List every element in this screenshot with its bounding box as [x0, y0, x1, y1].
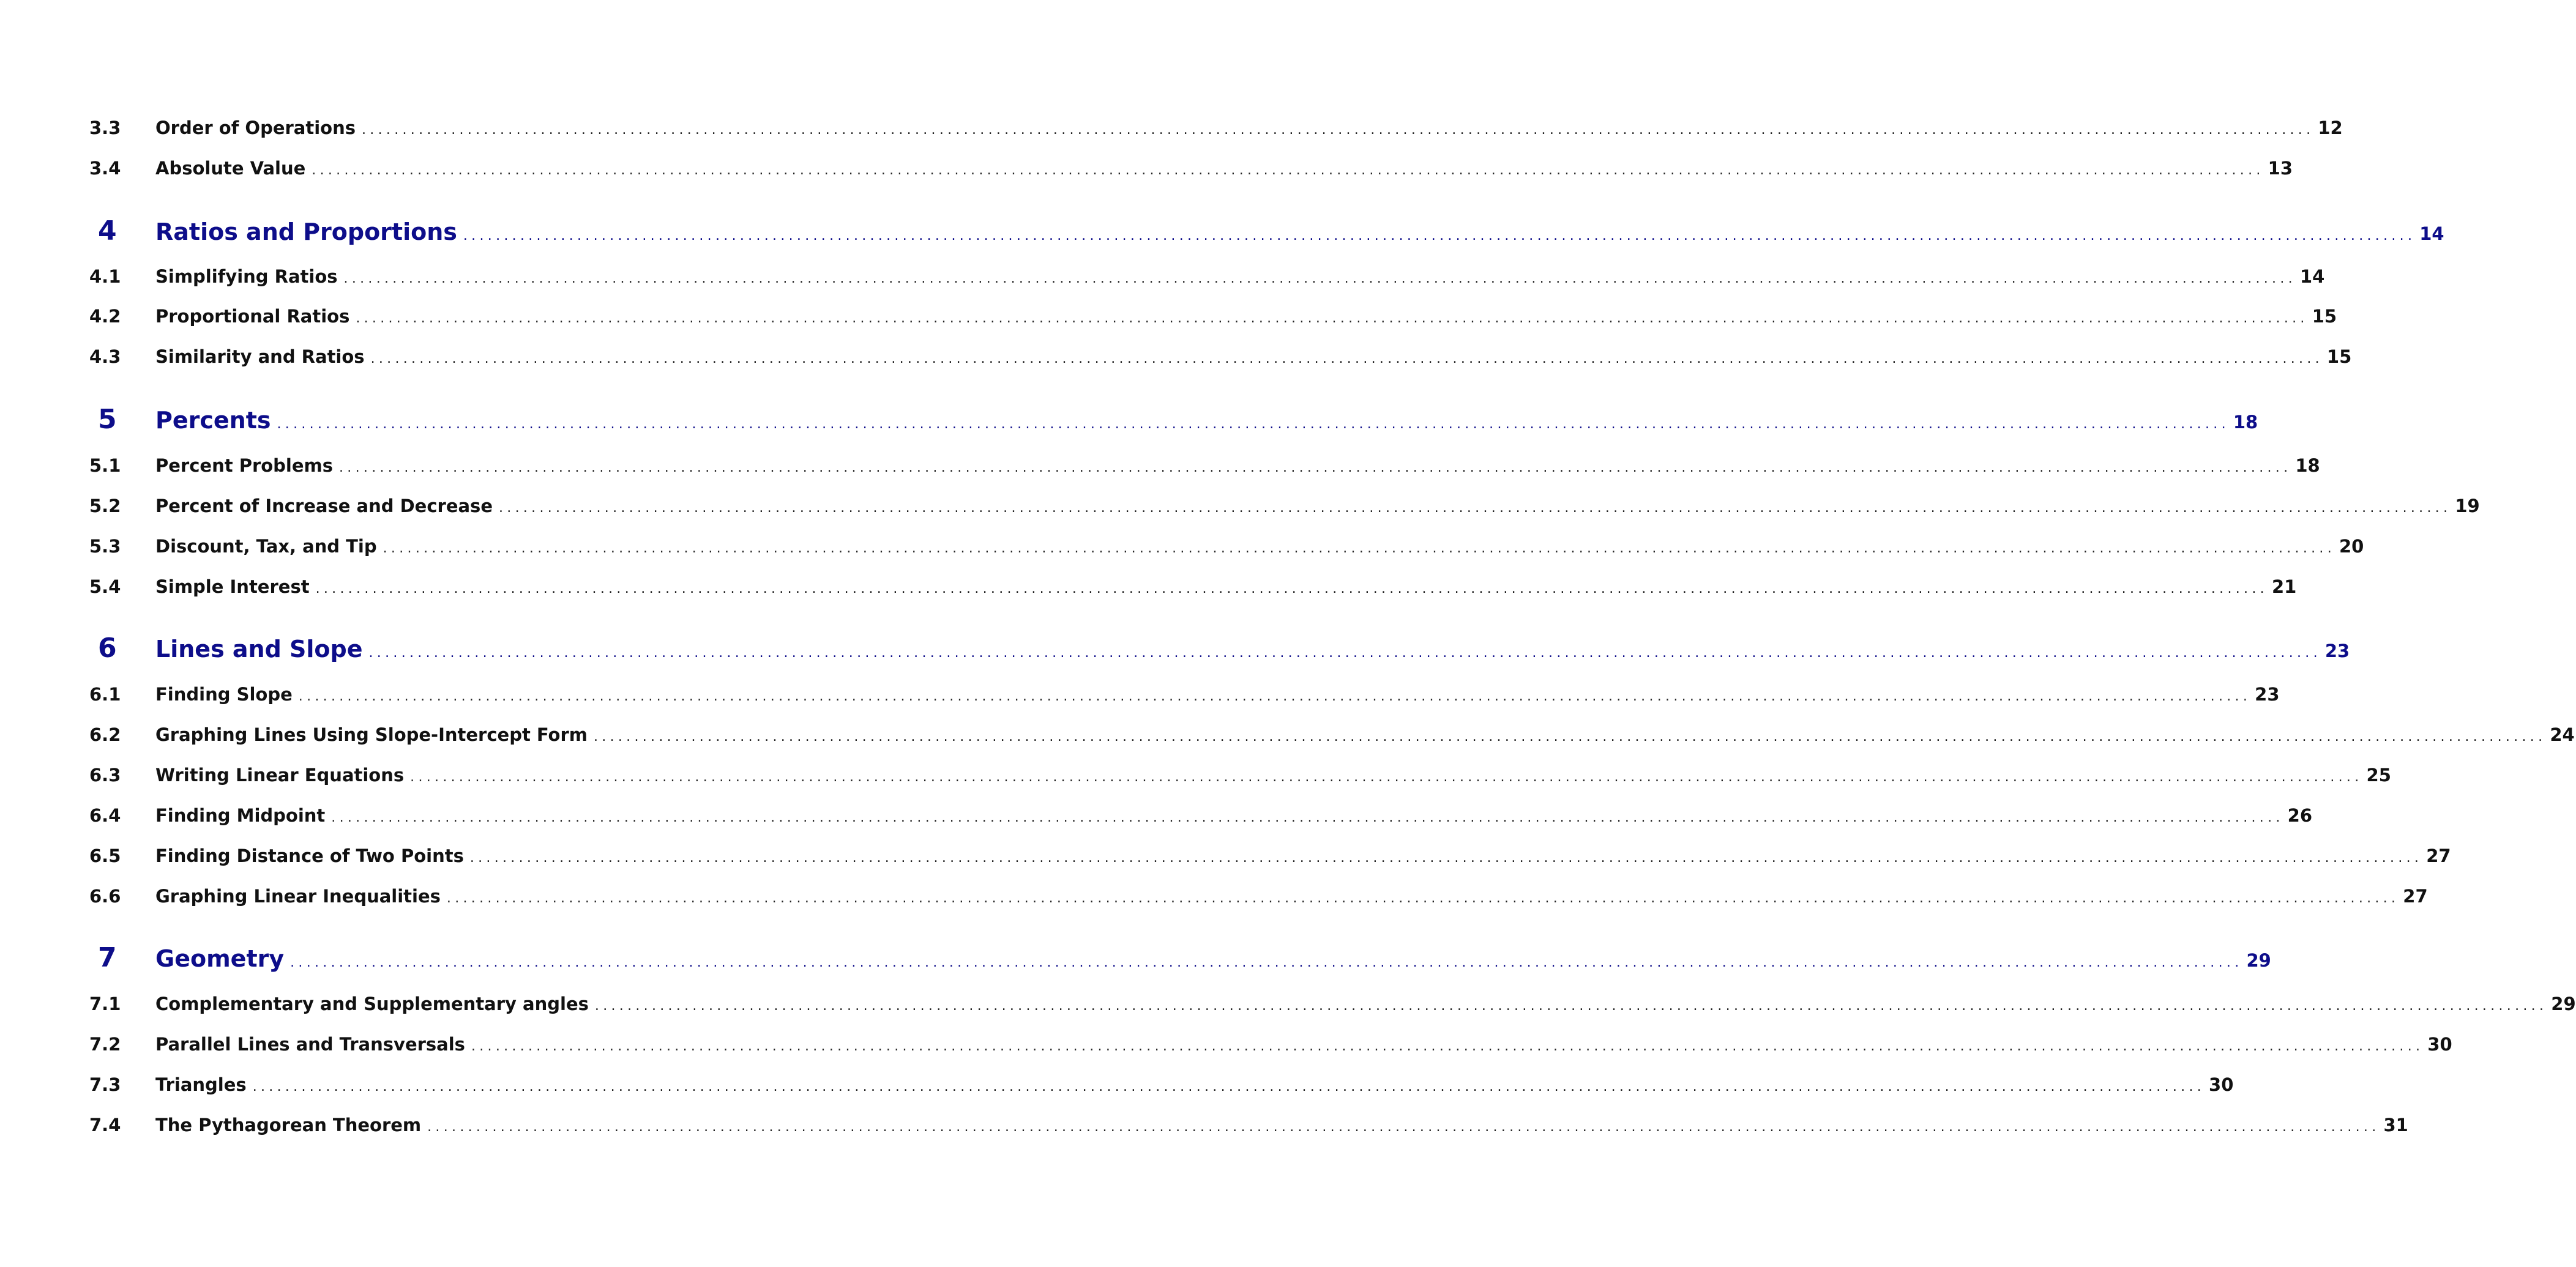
- page-number: 27: [2403, 886, 2428, 907]
- section-title: Discount, Tax, and Tip: [155, 536, 377, 557]
- section-title: Absolute Value: [155, 158, 306, 179]
- page-number: 30: [2209, 1074, 2234, 1095]
- dot-leader: ................................................................................................................................................................................................................................................: [298, 689, 2252, 704]
- toc-entry-section[interactable]: [89, 496, 2480, 516]
- toc-entry-section[interactable]: [89, 1115, 2408, 1135]
- section-number: 3.4: [89, 158, 121, 179]
- section-number: 6.2: [89, 724, 121, 745]
- toc-entry-chapter[interactable]: [89, 633, 2350, 664]
- section-title: Triangles: [155, 1074, 247, 1095]
- toc-entry-section[interactable]: [89, 684, 2280, 705]
- chapter-number: 4: [98, 215, 117, 247]
- section-title: Finding Slope: [155, 684, 293, 705]
- dot-leader: ................................................................................................................................................................................................................................................: [356, 311, 2309, 326]
- section-number: 5.1: [89, 455, 121, 476]
- section-number: 6.5: [89, 845, 121, 866]
- dot-leader: ................................................................................................................................................................................................................................................: [446, 891, 2400, 906]
- chapter-number: 5: [98, 404, 117, 435]
- section-title: Graphing Lines Using Slope-Intercept Form: [155, 724, 588, 745]
- section-number: 6.4: [89, 805, 121, 826]
- page-number: 31: [2383, 1115, 2408, 1135]
- section-title: Percent of Increase and Decrease: [155, 496, 493, 516]
- page-number: 14: [2419, 223, 2444, 244]
- section-number: 3.3: [89, 117, 121, 138]
- dot-leader: ................................................................................................................................................................................................................................................: [594, 729, 2547, 745]
- page-number: 26: [2287, 805, 2313, 826]
- section-title: Graphing Linear Inequalities: [155, 886, 441, 907]
- dot-leader: ................................................................................................................................................................................................................................................: [463, 228, 2416, 243]
- toc-entry-section[interactable]: [89, 805, 2313, 826]
- page-number: 27: [2426, 845, 2451, 866]
- section-number: 5.3: [89, 536, 121, 557]
- page-number: 19: [2455, 496, 2480, 516]
- page-number: 18: [2233, 412, 2258, 433]
- section-title: The Pythagorean Theorem: [155, 1115, 422, 1135]
- page-number: 15: [2326, 346, 2352, 367]
- page-number: 30: [2427, 1034, 2452, 1055]
- dot-leader: ................................................................................................................................................................................................................................................: [499, 500, 2452, 516]
- page-number: 14: [2299, 266, 2325, 287]
- section-title: Percent Problems: [155, 455, 334, 476]
- section-number: 6.3: [89, 765, 121, 786]
- toc-entry-section[interactable]: [89, 455, 2320, 476]
- dot-leader: ................................................................................................................................................................................................................................................: [410, 770, 2363, 785]
- toc-entry-section[interactable]: [89, 1074, 2234, 1095]
- toc-entry-section[interactable]: [89, 724, 2575, 745]
- toc-entry-section[interactable]: [89, 346, 2352, 367]
- dot-leader: ................................................................................................................................................................................................................................................: [368, 645, 2321, 661]
- toc-entry-section[interactable]: [89, 886, 2428, 907]
- dot-leader: ................................................................................................................................................................................................................................................: [339, 460, 2292, 475]
- chapter-title: Lines and Slope: [155, 636, 363, 663]
- section-title: Order of Operations: [155, 117, 356, 138]
- page-number: 29: [2551, 994, 2576, 1014]
- page-number: 13: [2268, 158, 2293, 179]
- dot-leader: ................................................................................................................................................................................................................................................: [362, 122, 2315, 138]
- dot-leader: ................................................................................................................................................................................................................................................: [312, 163, 2264, 178]
- page-number: 25: [2366, 765, 2391, 786]
- toc-entry-section[interactable]: [89, 536, 2364, 557]
- dot-leader: ................................................................................................................................................................................................................................................: [277, 417, 2230, 432]
- section-title: Proportional Ratios: [155, 306, 350, 327]
- page-number: 12: [2318, 117, 2343, 138]
- toc-entry-section[interactable]: [89, 117, 2343, 138]
- toc-entry-chapter[interactable]: [89, 404, 2258, 435]
- section-title: Simple Interest: [155, 576, 310, 597]
- dot-leader: ................................................................................................................................................................................................................................................: [315, 581, 2268, 596]
- chapter-title: Percents: [155, 407, 271, 434]
- dot-leader: ................................................................................................................................................................................................................................................: [469, 850, 2423, 866]
- chapter-number: 7: [98, 942, 117, 973]
- section-number: 7.4: [89, 1115, 121, 1135]
- dot-leader: ................................................................................................................................................................................................................................................: [290, 955, 2243, 970]
- dot-leader: ................................................................................................................................................................................................................................................: [471, 1039, 2424, 1054]
- dot-leader: ................................................................................................................................................................................................................................................: [370, 351, 2323, 366]
- section-number: 7.1: [89, 994, 121, 1014]
- page-number: 18: [2295, 455, 2320, 476]
- section-title: Simplifying Ratios: [155, 266, 338, 287]
- page-number: 24: [2550, 724, 2575, 745]
- dot-leader: ................................................................................................................................................................................................................................................: [383, 541, 2335, 556]
- page-number: 20: [2339, 536, 2364, 557]
- section-title: Finding Distance of Two Points: [155, 845, 464, 866]
- toc-entry-chapter[interactable]: [89, 215, 2444, 247]
- toc-entry-section[interactable]: [89, 845, 2451, 866]
- section-number: 5.4: [89, 576, 121, 597]
- section-number: 4.1: [89, 266, 121, 287]
- dot-leader: ................................................................................................................................................................................................................................................: [252, 1079, 2206, 1094]
- section-number: 7.2: [89, 1034, 121, 1055]
- section-title: Writing Linear Equations: [155, 765, 405, 786]
- section-number: 6.1: [89, 684, 121, 705]
- page-number: 29: [2246, 950, 2271, 971]
- section-title: Finding Midpoint: [155, 805, 326, 826]
- section-number: 4.3: [89, 346, 121, 367]
- dot-leader: ................................................................................................................................................................................................................................................: [331, 810, 2284, 825]
- section-number: 4.2: [89, 306, 121, 327]
- toc-entry-section[interactable]: [89, 266, 2325, 287]
- dot-leader: ................................................................................................................................................................................................................................................: [427, 1120, 2380, 1135]
- toc-entry-section[interactable]: [89, 994, 2576, 1014]
- section-number: 7.3: [89, 1074, 121, 1095]
- chapter-title: Ratios and Proportions: [155, 218, 457, 245]
- toc-entry-section[interactable]: [89, 158, 2293, 179]
- page-number: 21: [2271, 576, 2297, 597]
- section-title: Similarity and Ratios: [155, 346, 365, 367]
- page-number: 23: [2324, 641, 2350, 661]
- dot-leader: ................................................................................................................................................................................................................................................: [343, 271, 2296, 286]
- page-number: 23: [2255, 684, 2280, 705]
- section-number: 5.2: [89, 496, 121, 516]
- section-title: Complementary and Supplementary angles: [155, 994, 589, 1014]
- section-title: Parallel Lines and Transversals: [155, 1034, 465, 1055]
- chapter-title: Geometry: [155, 945, 285, 972]
- dot-leader: ................................................................................................................................................................................................................................................: [594, 998, 2548, 1014]
- toc-entry-section[interactable]: [89, 576, 2297, 597]
- toc-entry-section[interactable]: [89, 1034, 2452, 1055]
- page-number: 15: [2312, 306, 2337, 327]
- chapter-number: 6: [98, 633, 117, 664]
- toc-entry-chapter[interactable]: [89, 942, 2271, 973]
- section-number: 6.6: [89, 886, 121, 907]
- toc-entry-section[interactable]: [89, 306, 2337, 327]
- toc-entry-section[interactable]: [89, 765, 2391, 786]
